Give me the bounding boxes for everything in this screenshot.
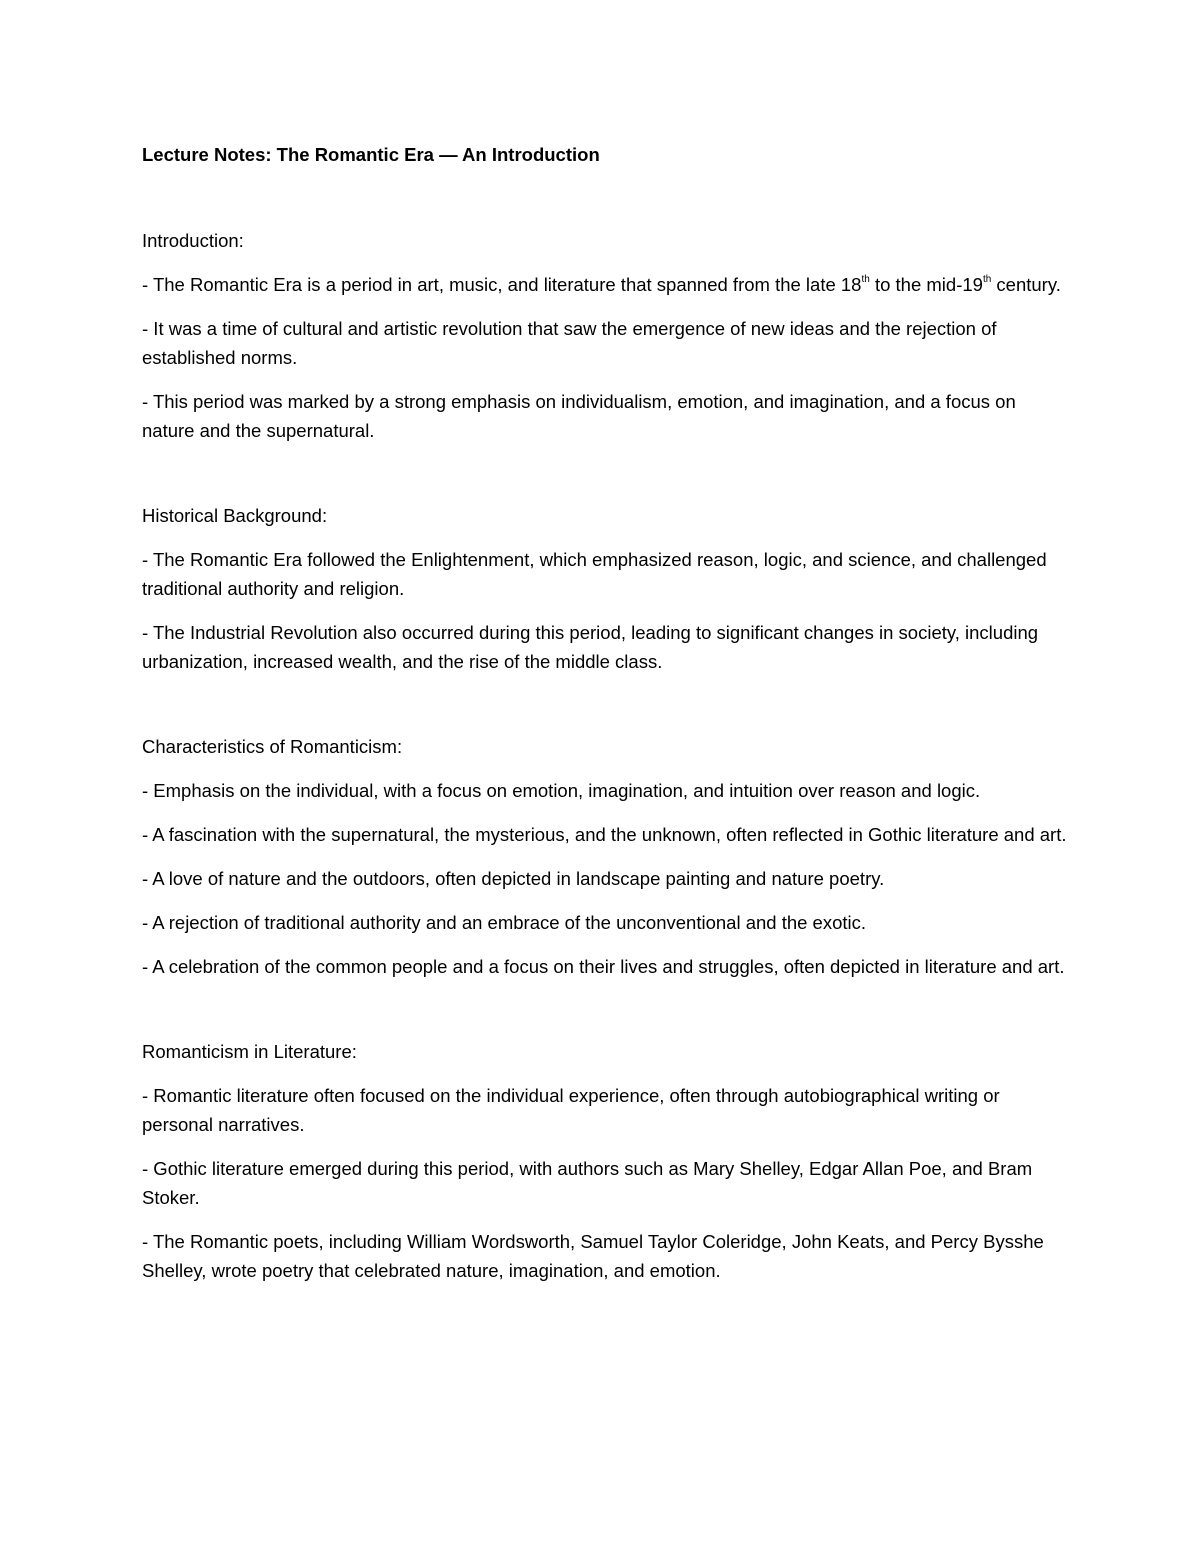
document-title: Lecture Notes: The Romantic Era — An Introduction	[142, 144, 600, 165]
bullet-text: - Emphasis on the individual, with a focus on emotion, imagination, and intuition over reason and logic.	[142, 780, 981, 801]
bullet-text: - Romantic literature often focused on the individual experience, often through autobiographical writing or personal narratives.	[142, 1085, 1000, 1135]
bullet-item	[142, 618, 1072, 676]
bullet-text: - A rejection of traditional authority and an embrace of the unconventional and the exotic.	[142, 912, 867, 933]
bullet-text: - The Romantic Era followed the Enlightenment, which emphasized reason, logic, and science, and challenged traditional authority and religion.	[142, 549, 1047, 599]
section	[142, 1037, 1072, 1285]
bullet-text: - It was a time of cultural and artistic revolution that saw the emergence of new ideas and the rejection of established norms.	[142, 318, 997, 368]
bullet-item	[142, 908, 1072, 937]
bullet-item	[142, 545, 1072, 603]
section-heading: Characteristics of Romanticism:	[142, 736, 403, 757]
bullet-item	[142, 864, 1072, 893]
document-page	[142, 140, 1072, 1341]
superscript: th	[861, 273, 870, 285]
section	[142, 732, 1072, 981]
bullet-item	[142, 820, 1072, 849]
bullet-text: - Gothic literature emerged during this period, with authors such as Mary Shelley, Edgar Allan Poe, and Bram Stoker.	[142, 1158, 1033, 1208]
bullet-item	[142, 1081, 1072, 1139]
bullet-text: to the mid-19	[869, 274, 983, 295]
bullet-item	[142, 1227, 1072, 1285]
bullet-item	[142, 314, 1072, 372]
bullet-text: - The Romantic Era is a period in art, music, and literature that spanned from the late 18	[142, 274, 862, 295]
bullet-text: century.	[991, 274, 1061, 295]
bullet-text: - This period was marked by a strong emphasis on individualism, emotion, and imagination, and a focus on nature and the supernatural.	[142, 391, 1016, 441]
superscript: th	[982, 273, 992, 285]
bullet-item	[142, 952, 1072, 981]
section-heading: Romanticism in Literature:	[142, 1041, 357, 1062]
bullet-text: - A love of nature and the outdoors, often depicted in landscape painting and nature poetry.	[142, 868, 885, 889]
bullet-item	[142, 776, 1072, 805]
section	[142, 226, 1072, 445]
bullet-text: - A fascination with the supernatural, the mysterious, and the unknown, often reflected in Gothic literature and art.	[142, 824, 1067, 845]
bullet-text: - A celebration of the common people and a focus on their lives and struggles, often depicted in literature and art.	[142, 956, 1065, 977]
section-heading: Historical Background:	[142, 505, 328, 526]
section	[142, 501, 1072, 676]
bullet-item	[142, 270, 1072, 299]
bullet-text: - The Industrial Revolution also occurred during this period, leading to significant changes in society, including urbanization, increased wealth, and the rise of the middle class.	[142, 622, 1039, 672]
bullet-text: - The Romantic poets, including William Wordsworth, Samuel Taylor Coleridge, John Keats, and Percy Bysshe Shelley, wrote poetry that celebrated nature, imagination, and emotion.	[142, 1231, 1044, 1281]
bullet-item	[142, 1154, 1072, 1212]
document-sections	[142, 226, 1072, 1285]
bullet-item	[142, 387, 1072, 445]
section-heading: Introduction:	[142, 230, 244, 251]
